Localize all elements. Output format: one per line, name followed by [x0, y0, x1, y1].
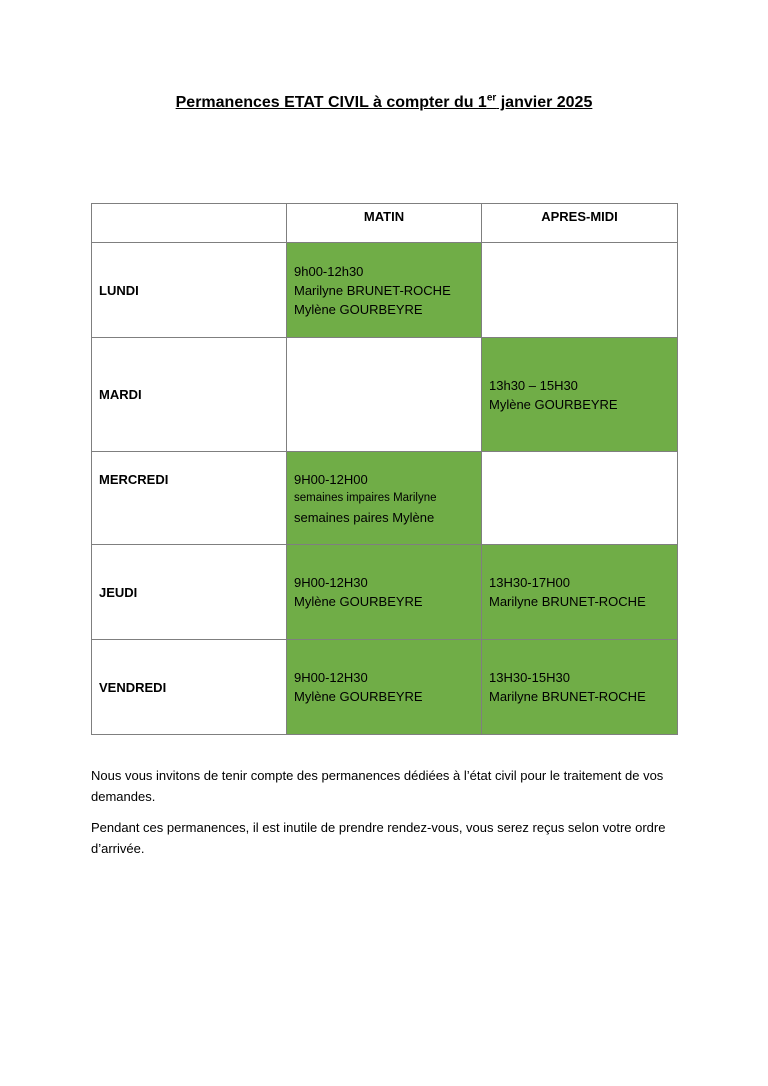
table-row: [92, 545, 678, 640]
slot-staff: Marilyne BRUNET-ROCHE: [489, 594, 646, 609]
table-row: [92, 243, 678, 338]
slot-staff: Marilyne BRUNET-ROCHE: [489, 689, 646, 704]
day-label: MERCREDI: [92, 452, 287, 545]
morning-slot: [287, 243, 482, 338]
title-text-end: janvier 2025: [496, 94, 593, 111]
slot-hours: 9H00-12H30: [294, 575, 368, 590]
day-label: LUNDI: [92, 243, 287, 338]
slot-staff: semaines paires Mylène: [294, 509, 435, 525]
table-row: [92, 640, 678, 735]
afternoon-slot: [482, 338, 678, 452]
table-row: [92, 452, 678, 545]
slot-staff: semaines impaires Marilyne: [294, 491, 437, 504]
title-text: Permanences ETAT CIVIL à compter du 1: [175, 94, 487, 111]
day-label: VENDREDI: [92, 640, 287, 735]
slot-hours: 13h30 – 15H30: [489, 377, 578, 393]
slot-staff: Mylène GOURBEYRE: [294, 301, 423, 317]
slot-staff: Marilyne BRUNET-ROCHE: [294, 282, 451, 298]
morning-slot: [287, 545, 482, 640]
slot-hours: 9h00-12h30: [294, 263, 364, 279]
header-morning: MATIN: [287, 204, 482, 243]
header-afternoon: APRES-MIDI: [482, 204, 678, 243]
slot-staff: Mylène GOURBEYRE: [294, 594, 423, 609]
afternoon-slot-empty: [482, 452, 678, 545]
day-label: MARDI: [92, 338, 287, 452]
slot-hours: 9H00-12H00: [294, 471, 368, 487]
schedule-table: [91, 203, 678, 735]
title-superscript: er: [486, 92, 497, 104]
slot-hours: 13H30-17H00: [489, 575, 570, 590]
page-title: [0, 94, 768, 112]
slot-hours: 13H30-15H30: [489, 670, 570, 685]
afternoon-slot: [482, 640, 678, 735]
slot-staff: Mylène GOURBEYRE: [489, 396, 618, 412]
slot-staff: Mylène GOURBEYRE: [294, 689, 423, 704]
day-label: JEUDI: [92, 545, 287, 640]
info-paragraph: Pendant ces permanences, il est inutile de prendre rendez-vous, vous serez reçus selon votre ordre d’arrivée.: [91, 820, 666, 856]
header-empty-cell: [92, 204, 287, 243]
afternoon-slot: [482, 545, 678, 640]
morning-slot: [287, 452, 482, 545]
slot-hours: 9H00-12H30: [294, 670, 368, 685]
afternoon-slot-empty: [482, 243, 678, 338]
morning-slot: [287, 640, 482, 735]
header-row: [92, 204, 678, 243]
morning-slot-empty: [287, 338, 482, 452]
table-row: [92, 338, 678, 452]
info-paragraph: Nous vous invitons de tenir compte des permanences dédiées à l’état civil pour le traitement de vos demandes.: [91, 768, 664, 804]
